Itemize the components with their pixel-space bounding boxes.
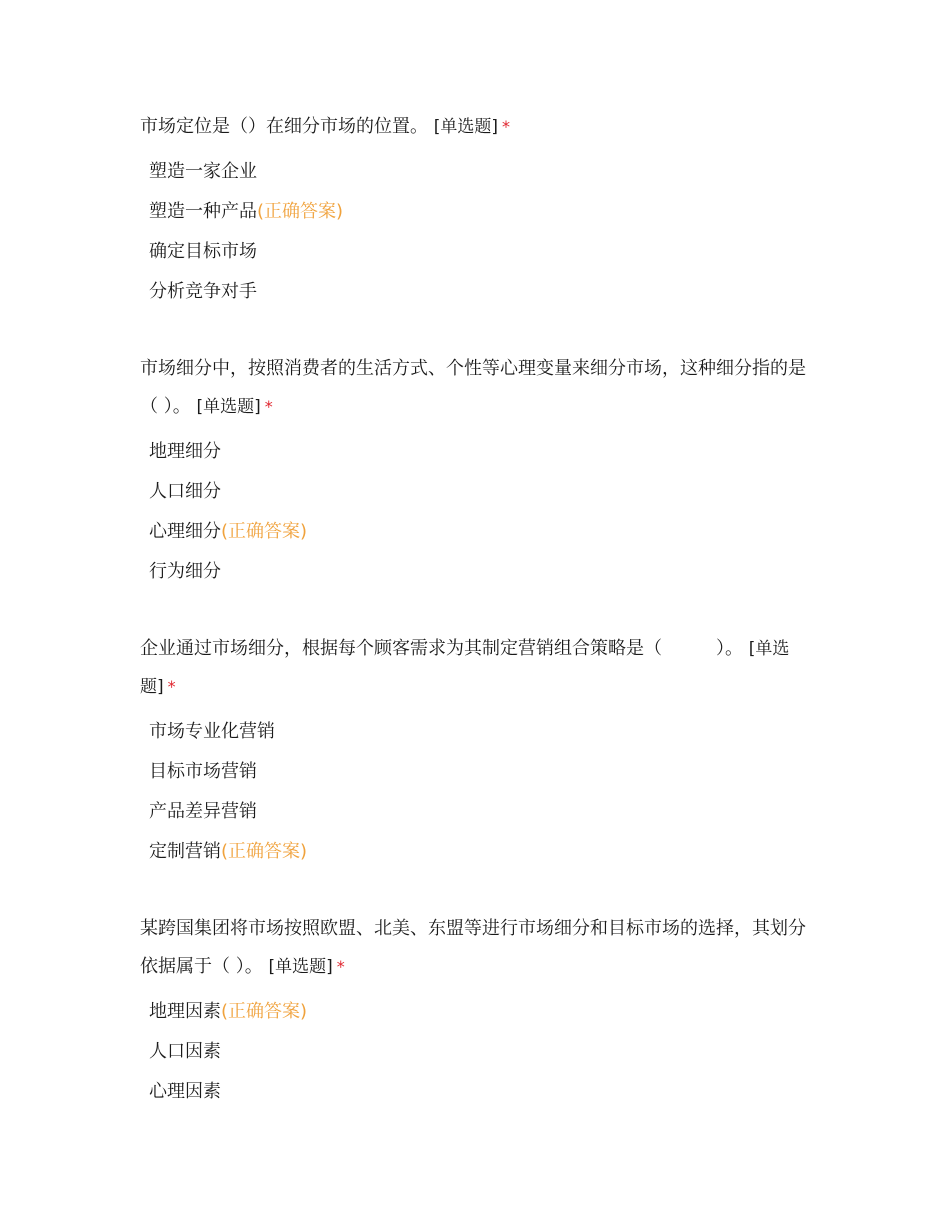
question-text [140,910,820,986]
question-4 [140,910,820,1112]
option [140,752,820,792]
question-stem: 某跨国集团将市场按照欧盟、北美、东盟等进行市场细分和目标市场的选择，其划分依据属于（ ）。 [140,918,806,977]
question-stem: 市场定位是（）在细分市场的位置。 [140,116,428,137]
option [140,712,820,752]
option [140,432,820,472]
correct-answer-tag: (正确答案) [221,1001,308,1022]
question-1 [140,108,820,312]
option [140,192,820,232]
option [140,1072,820,1112]
question-2 [140,350,820,592]
option-label: 人口细分 [149,481,221,502]
correct-answer-tag: (正确答案) [257,201,344,222]
question-type: [单选题] [268,957,333,977]
option-label: 心理因素 [149,1081,221,1102]
question-stem: 市场细分中，按照消费者的生活方式、个性等心理变量来细分市场，这种细分指的是（ ）。 [140,358,806,417]
option [140,992,820,1032]
option [140,152,820,192]
correct-answer-tag: (正确答案) [221,841,308,862]
required-mark: * [336,957,345,976]
option-label: 心理细分 [149,521,221,542]
quiz-page [140,108,820,1150]
question-type: [单选题] [196,397,261,417]
question-text [140,108,820,146]
required-mark: * [264,397,273,416]
question-text [140,350,820,426]
option-label: 目标市场营销 [149,761,257,782]
question-text [140,630,820,706]
required-mark: * [167,677,176,696]
option-label: 行为细分 [149,561,221,582]
question-3 [140,630,820,872]
correct-answer-tag: (正确答案) [221,521,308,542]
required-mark: * [502,117,510,136]
question-stem: 企业通过市场细分，根据每个顾客需求为其制定营销组合策略是（ ）。 [140,638,743,659]
option-label: 定制营销 [149,841,221,862]
option-label: 分析竞争对手 [149,281,257,302]
option-label: 地理因素 [149,1001,221,1022]
option [140,792,820,832]
option-label: 地理细分 [149,441,221,462]
option [140,552,820,592]
question-type: [单选题] [140,639,790,697]
option [140,832,820,872]
option-label: 塑造一种产品 [149,201,257,222]
option [140,232,820,272]
option [140,272,820,312]
option-label: 产品差异营销 [149,801,257,822]
option [140,472,820,512]
option-label: 人口因素 [149,1041,221,1062]
option [140,512,820,552]
option [140,1032,820,1072]
question-type: [单选题] [433,117,498,137]
option-label: 市场专业化营销 [149,721,275,742]
option-label: 确定目标市场 [149,241,257,262]
option-label: 塑造一家企业 [149,161,257,182]
